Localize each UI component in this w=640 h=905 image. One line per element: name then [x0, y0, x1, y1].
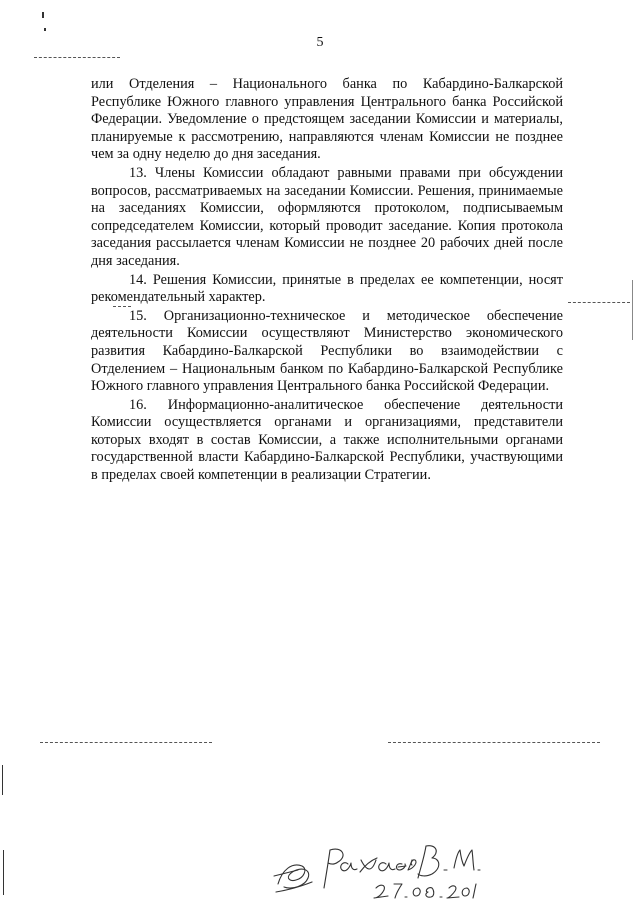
scan-edge-mark — [3, 850, 4, 895]
scan-speck — [42, 12, 44, 18]
scan-artifact-line — [388, 742, 600, 743]
paragraph-continuation: или Отделения – Национального банка по Кабардино-Балкарской Республике Южного главного управления Центрального банка Российской Федерации. Уведомление о предстоящем заседании Комиссии и материалы, планируемые к рассмотрению, направляются членам Комиссии не позднее чем за одну неделю до дня заседания. — [91, 76, 563, 163]
page-number: 5 — [316, 35, 324, 50]
scan-artifact-line — [40, 742, 212, 743]
paragraph-item-13: 13. Члены Комиссии обладают равными правами при обсуждении вопросов, рассматриваемых на заседании Комиссии. Решения, принимаемые на заседаниях Комиссии, оформляются протоколом, подписываемым сопредседателем Комиссии, который проводит заседание. Копия протокола заседания рассылается членам Комиссии не позднее 20 рабочих дней после дня заседания. — [91, 164, 563, 269]
scan-edge-mark — [632, 280, 633, 340]
scan-artifact-line — [34, 57, 120, 58]
scan-speck — [44, 28, 46, 31]
handwritten-signature — [268, 832, 493, 902]
document-body — [91, 76, 563, 485]
scan-artifact-line — [568, 302, 630, 303]
paragraph-item-15: 15. Организационно-техническое и методическое обеспечение деятельности Комиссии осуществляют Министерство экономического развития Кабардино-Балкарской Республики во взаимодействии с Отделением – Национальным банком по Кабардино-Балкарской Республике Южного главного управления Центрального банка Российской Федерации. — [91, 307, 563, 395]
paragraph-item-16: 16. Информационно-аналитическое обеспечение деятельности Комиссии осуществляется органами и организациями, представители которых входят в состав Комиссии, а также исполнительными органами государственной власти Кабардино-Балкарской Республики, участвующими в пределах своей компетенции в реализации Стратегии. — [91, 396, 563, 484]
paragraph-item-14: 14. Решения Комиссии, принятые в пределах ее компетенции, носят рекомендательный характер. — [91, 271, 563, 306]
scan-edge-mark — [2, 765, 3, 795]
